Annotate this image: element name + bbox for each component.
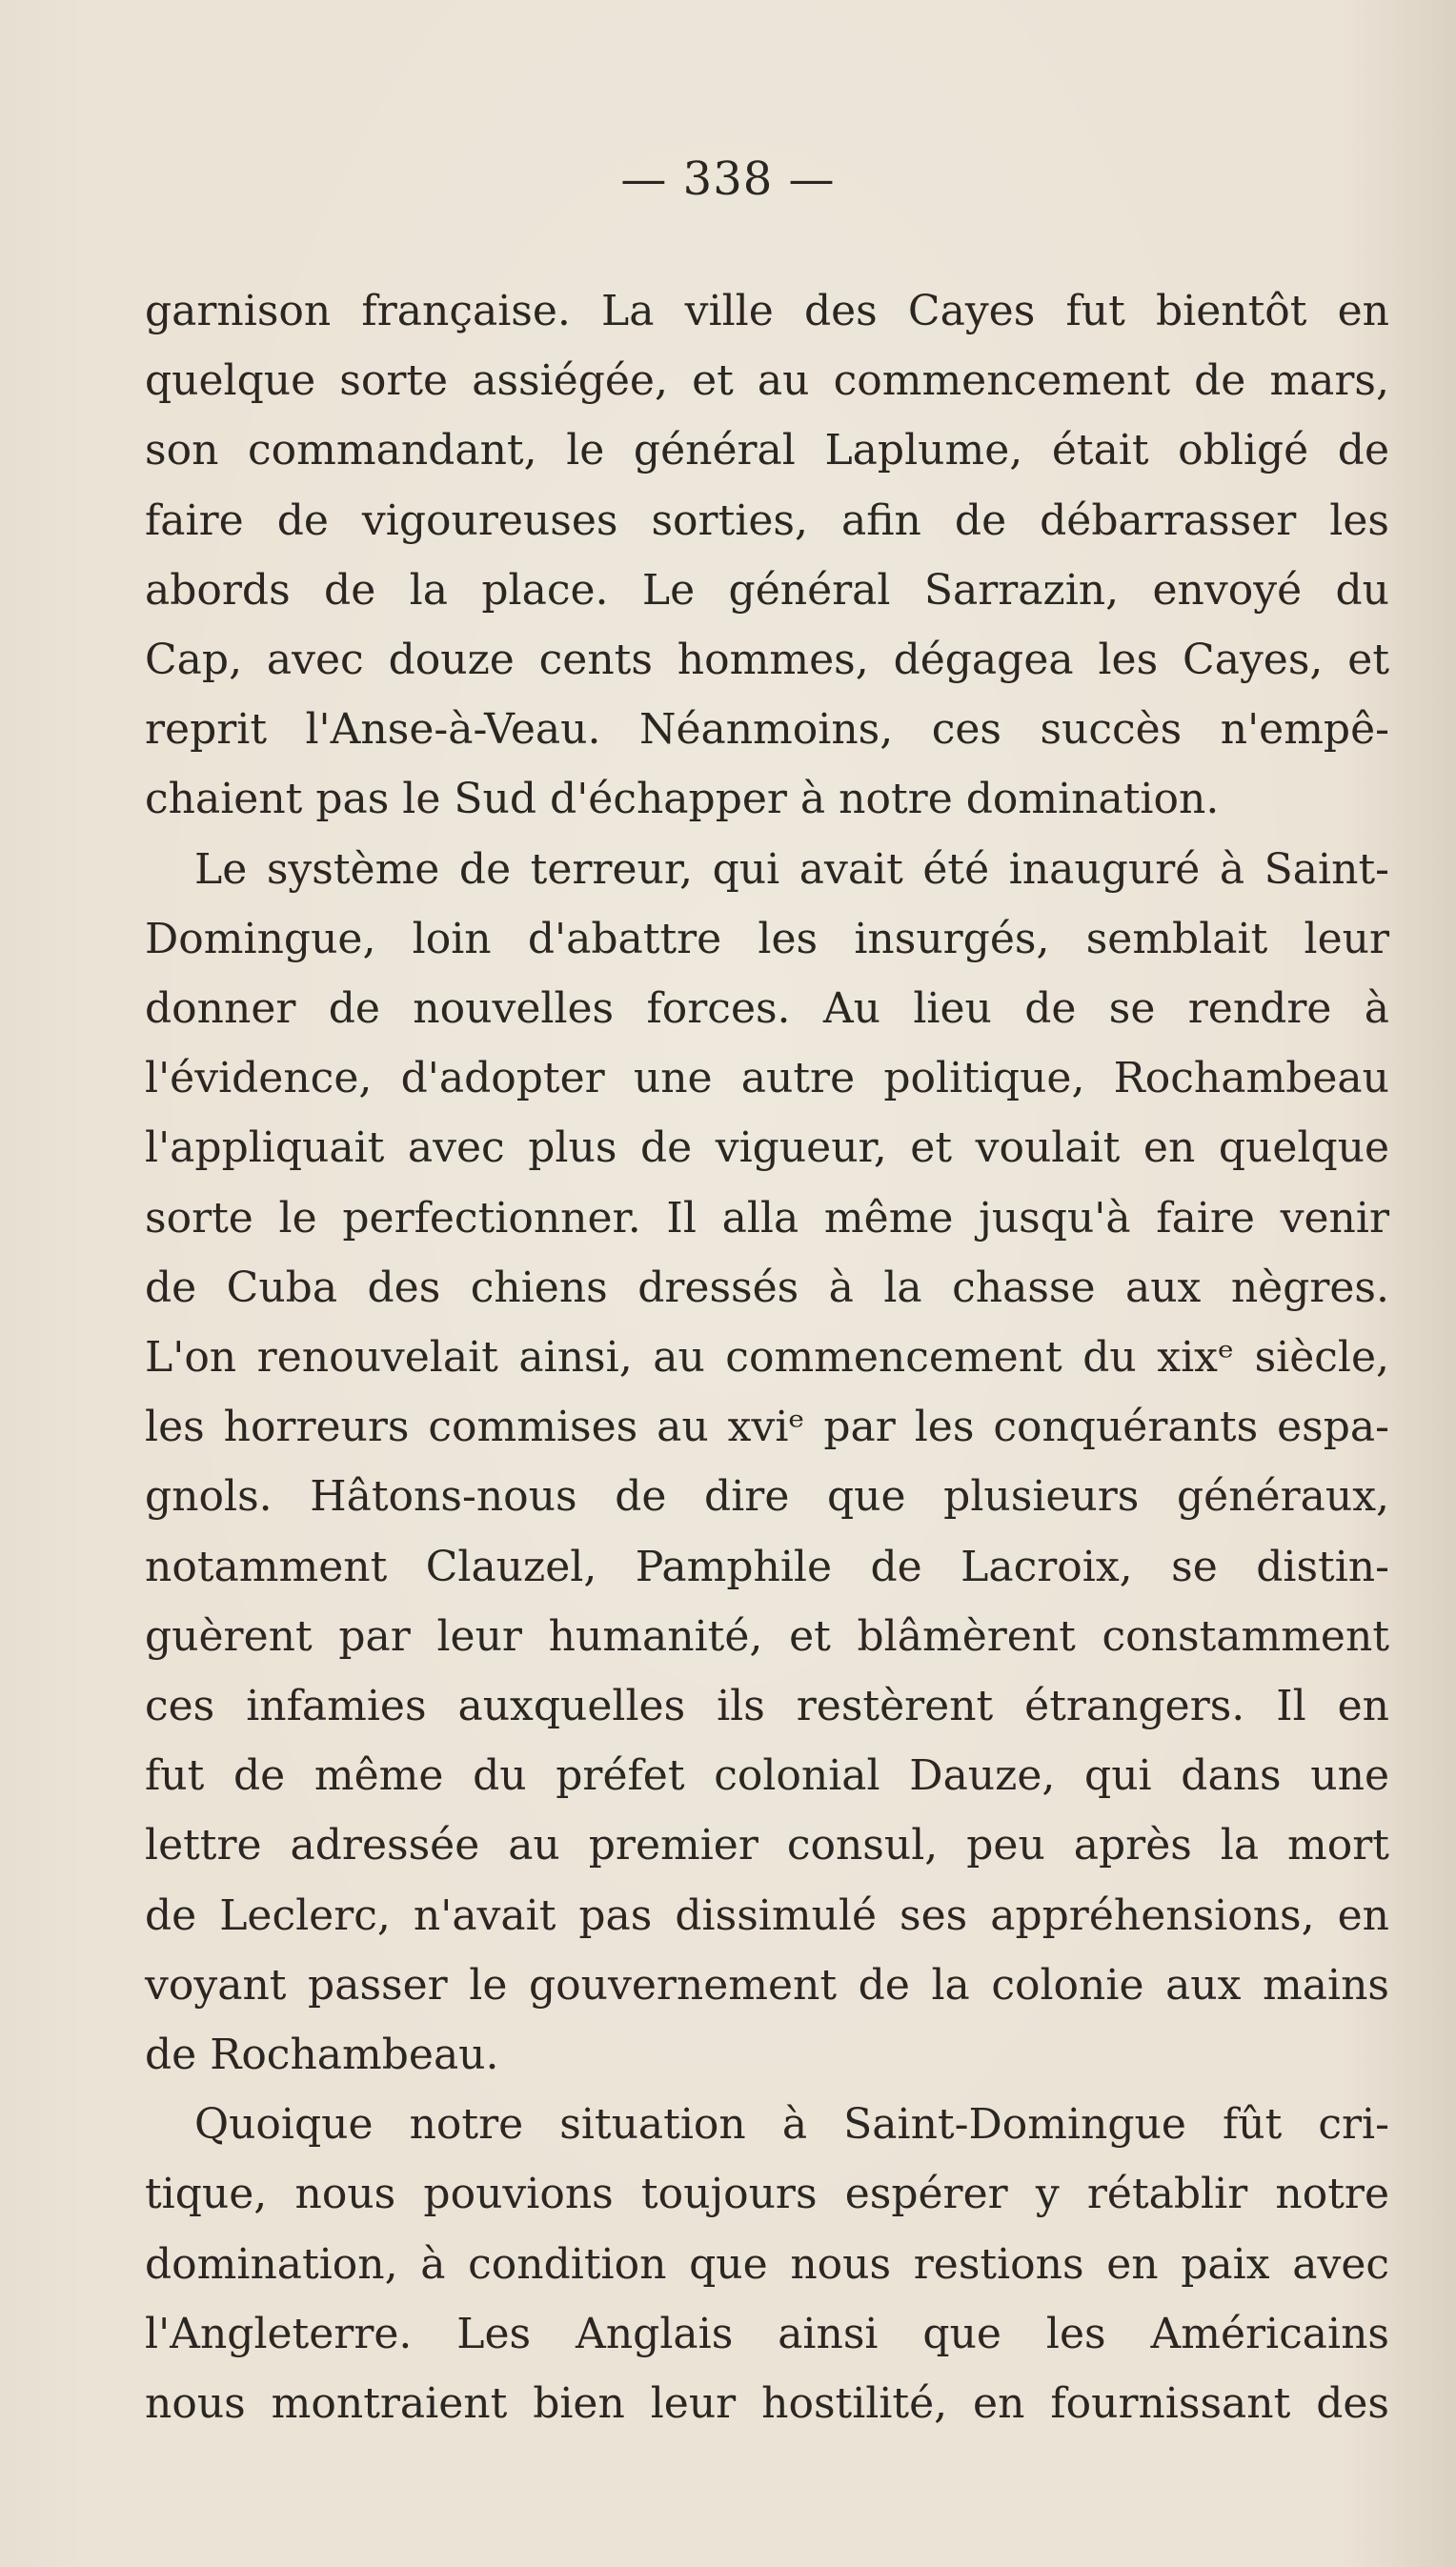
text-line: garnison française. La ville des Cayes fut bientôt en <box>145 287 1389 335</box>
text-line: lettre adressée au premier consul, peu après la mort <box>145 1821 1389 1870</box>
text-line: les horreurs commises au xviᵉ par les conquérants espa- <box>145 1403 1389 1452</box>
text-line: de Cuba des chiens dressés à la chasse aux nègres. <box>145 1263 1389 1312</box>
text-line: domination, à condition que nous restions en paix avec <box>145 2239 1389 2289</box>
text-line: guèrent par leur humanité, et blâmèrent constamment <box>145 1611 1389 1661</box>
page-number: — 338 — <box>620 152 836 206</box>
text-line: fut de même du préfet colonial Dauze, qui dans une <box>145 1751 1389 1801</box>
text-line: Cap, avec douze cents hommes, dégagea les Cayes, et <box>145 636 1389 685</box>
paragraph-1 <box>145 276 1389 835</box>
paragraph-2 <box>145 835 1389 2091</box>
text-line: l'appliquait avec plus de vigueur, et voulait en quelque <box>145 1123 1389 1173</box>
text-line: l'Angleterre. Les Anglais ainsi que les Américains <box>145 2309 1389 2358</box>
text-line: de Rochambeau. <box>145 2031 499 2080</box>
text-line: quelque sorte assiégée, et au commencement de mars, <box>145 356 1389 406</box>
text-line: chaient pas le Sud d'échapper à notre domination. <box>145 775 1220 824</box>
text-line: tique, nous pouvions toujours espérer y rétablir notre <box>145 2170 1389 2219</box>
text-line: voyant passer le gouvernement de la colonie aux mains <box>145 1960 1389 2010</box>
text-line: reprit l'Anse-à-Veau. Néanmoins, ces succès n'empê- <box>145 705 1389 755</box>
text-line: donner de nouvelles forces. Au lieu de se rendre à <box>145 984 1389 1034</box>
text-line: Quoique notre situation à Saint-Domingue fût cri- <box>194 2100 1389 2150</box>
text-line: de Leclerc, n'avait pas dissimulé ses appréhensions, en <box>145 1890 1389 1940</box>
text-line: sorte le perfectionner. Il alla même jusqu'à faire venir <box>145 1193 1389 1243</box>
text-line: faire de vigoureuses sorties, afin de débarrasser les <box>145 495 1389 545</box>
text-line: Domingue, loin d'abattre les insurgés, semblait leur <box>145 914 1389 963</box>
text-line: L'on renouvelait ainsi, au commencement du xixᵉ siècle, <box>145 1333 1389 1383</box>
text-line: abords de la place. Le général Sarrazin, envoyé du <box>145 565 1389 615</box>
text-line: Le système de terreur, qui avait été inauguré à Saint- <box>194 844 1389 894</box>
text-line: notamment Clauzel, Pamphile de Lacroix, se distin- <box>145 1542 1389 1591</box>
text-line: l'évidence, d'adopter une autre politique, Rochambeau <box>145 1054 1389 1103</box>
paragraph-3 <box>145 2090 1389 2438</box>
text-line: ces infamies auxquelles ils restèrent étrangers. Il en <box>145 1682 1389 1731</box>
text-line: son commandant, le général Laplume, était obligé de <box>145 426 1389 475</box>
text-line: gnols. Hâtons-nous de dire que plusieurs généraux, <box>145 1472 1389 1522</box>
text-body <box>145 276 1389 2438</box>
text-line: nous montraient bien leur hostilité, en fournissant des <box>145 2379 1389 2429</box>
